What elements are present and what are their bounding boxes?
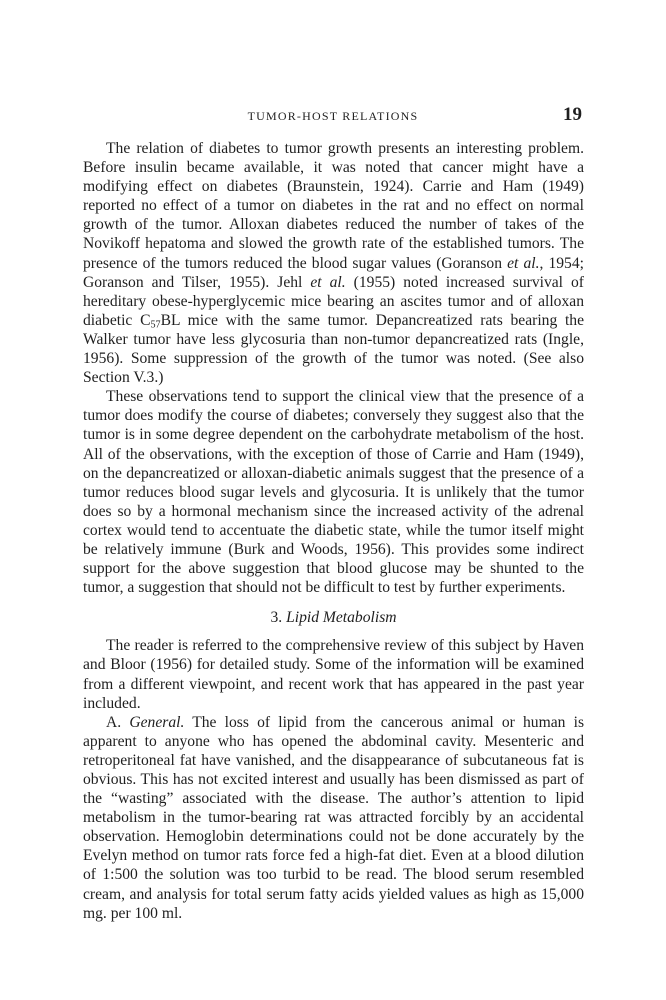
text-run: The relation of diabetes to tumor growth presents an interesting problem. Before insulin became available, it was noted that cancer might have a modifying effect on diabetes (Braunstein, 1924). Carrie and Ham (1949) reported no effect of a tumor on diabetes in the rat and no effect on normal growth of the tumor. Alloxan diabetes reduced the number of takes of the Novikoff hepatoma and slowed the growth rate of the established tumors. The presence of the tumors reduced the blood sugar values (Goranson: [83, 140, 584, 272]
body-text: [83, 139, 584, 923]
paragraph: [83, 387, 584, 597]
paragraph: [83, 636, 584, 712]
text-run: BL mice with the same tumor. Depancreatized rats bearing the Walker tumor have less glycosuria than non-tumor depancreatized rats (Ingle, 1956). Some suppression of the growth of the tumor was noted. (See also Section V.3.): [83, 311, 584, 387]
subscript-text: 57: [150, 319, 161, 331]
running-head: [0, 104, 666, 126]
text-run: The reader is referred to the comprehensive review of this subject by Haven and Bloor (1956) for detailed study. Some of the information will be examined from a different viewpoint, and recent work that has appeared in the past year included.: [83, 637, 584, 712]
running-title: TUMOR-HOST RELATIONS: [247, 109, 419, 123]
paragraph: [83, 713, 584, 923]
text-run: A.: [106, 713, 130, 731]
page-number: 19: [563, 104, 582, 125]
section-heading: [83, 608, 584, 627]
paragraph: [83, 139, 584, 387]
section-number: 3.: [270, 609, 283, 627]
italic-text: et al.: [310, 273, 346, 291]
text-run: , 1954; Goranson and Tilser, 1955). Jehl: [83, 254, 584, 291]
text-run: The loss of lipid from the cancerous animal or human is apparent to anyone who has opened the abdominal cavity. Mesenteric and retroperitoneal fat have vanished, and the disappearance of subcutaneous fat is obvious. This has not excited interest and usually has been dismissed as part of the “wasting” associated with the disease. The author’s attention to lipid metabolism in the tumor-bearing rat was attracted forcibly by an accidental observation. Hemoglobin determinations could not be done accurately by the Evelyn method on tumor rats force fed a high-fat diet. Even at a blood dilution of 1:500 the solution was too turbid to be read. The blood serum resembled cream, and analysis for total serum fatty acids yielded values as high as 15,000 mg. per 100 ml.: [83, 713, 585, 922]
italic-text: et al.: [507, 254, 540, 272]
section-title: Lipid Metabolism: [286, 609, 397, 627]
text-run: (1955) noted increased survival of hereditary obese-hyperglycemic mice bearing an ascites tumor and of alloxan diabetic C: [83, 273, 585, 329]
text-run: These observations tend to support the clinical view that the presence of a tumor does modify the course of diabetes; conversely they suggest also that the tumor is in some degree dependent on the carbohydrate metabolism of the host. All of the observations, with the exception of those of Carrie and Ham (1949), on the depancreatized or alloxan-diabetic animals suggest that the presence of a tumor reduces blood sugar levels and glycosuria. It is unlikely that the tumor does so by a hormonal mechanism since the increased activity of the adrenal cortex would tend to accentuate the diabetic state, while the tumor itself might be relatively immune (Burk and Woods, 1956). This provides some indirect support for the above suggestion that blood glucose may be shunted to the tumor, a suggestion that should not be difficult to test by further experiments.: [83, 388, 584, 597]
italic-text: General.: [129, 713, 185, 731]
